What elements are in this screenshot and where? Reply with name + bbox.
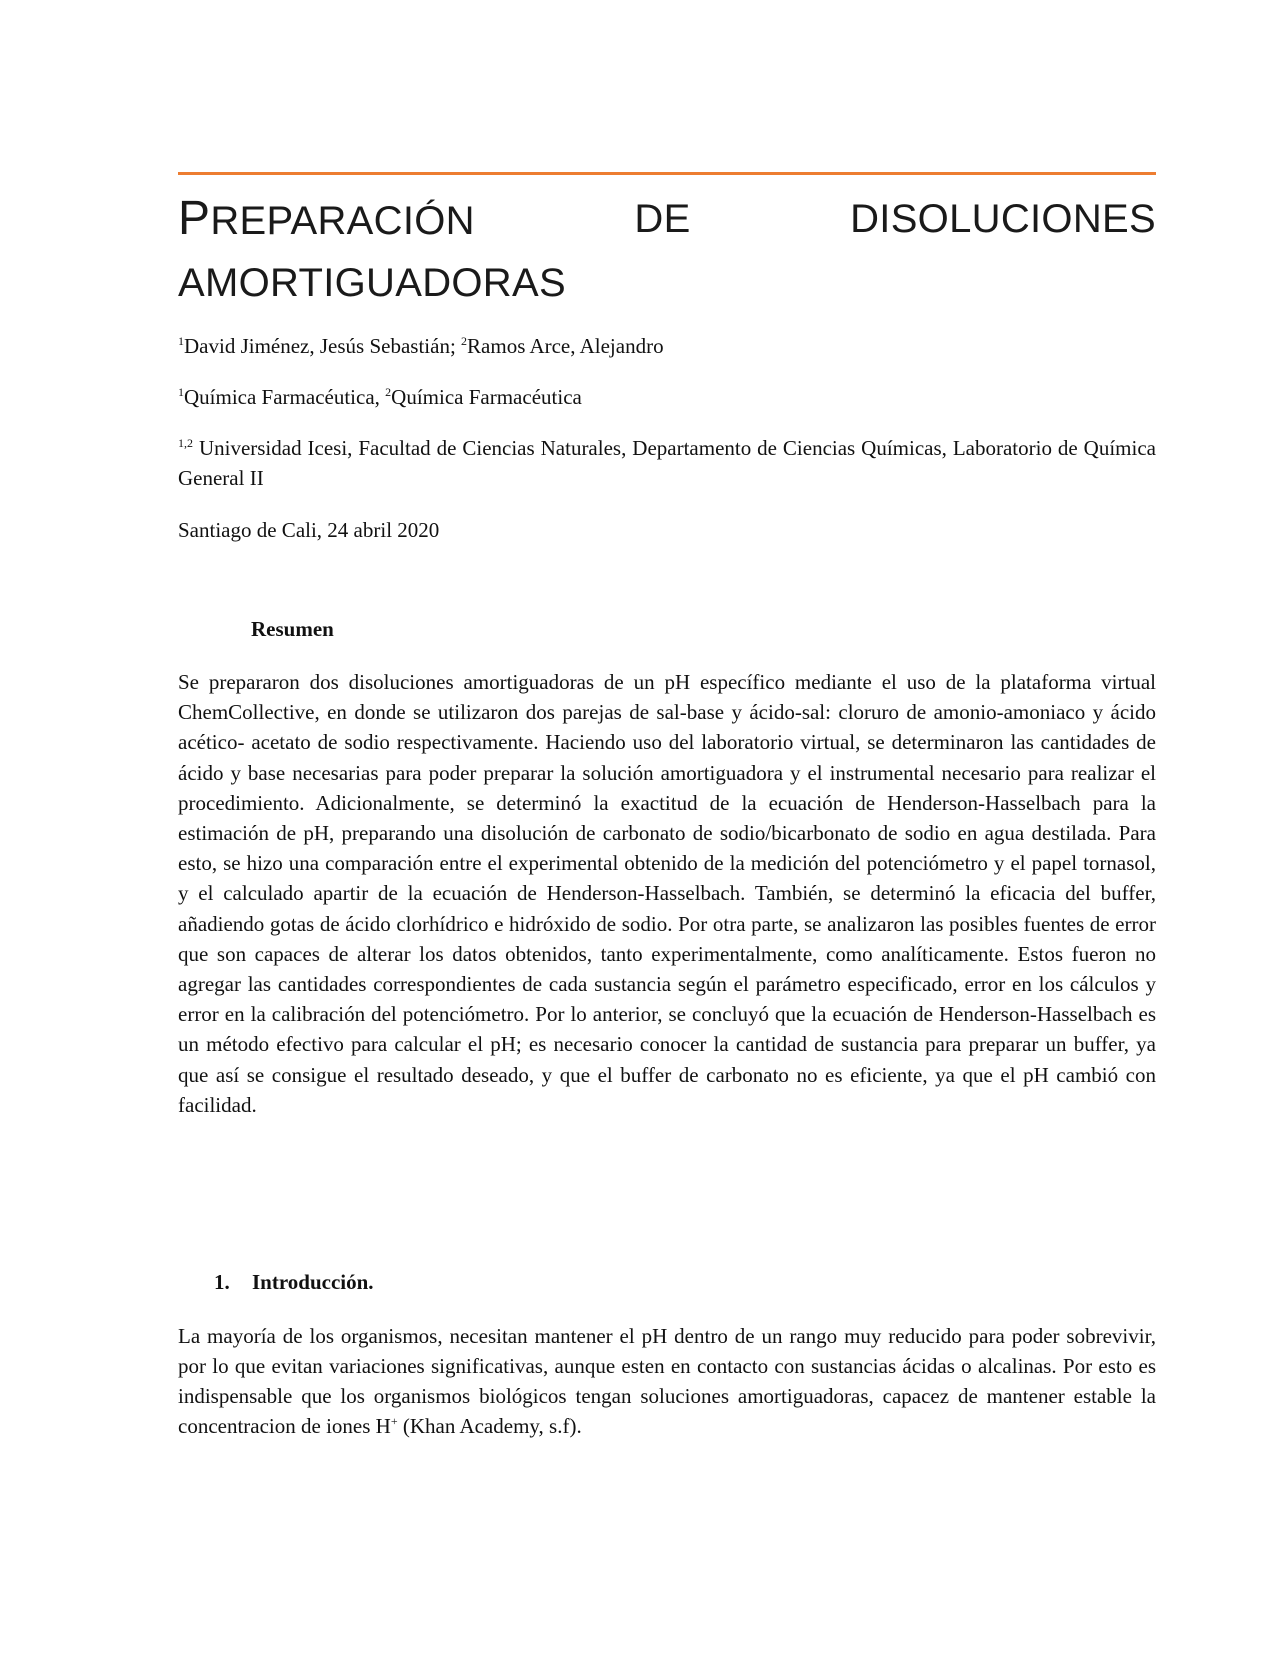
authors-line: $^1$David Jiménez, Jesús Sebastián; $^2$Ramos Arce, Alejandro	[178, 334, 664, 358]
place-date: Santiago de Cali, 24 abril 2020	[178, 518, 440, 542]
section-heading-introduccion	[214, 1270, 374, 1295]
abstract-body: Se prepararon dos disoluciones amortiguadoras de un pH específico mediante el uso de la plataforma virtual ChemCollective, en donde se utilizaron dos parejas de sal-base y ácido-sal: cloruro de amonio-amoniaco y ácido acético- acetato de sodio respectivamente. Haciendo uso del laboratorio virtual, se determinaron las cantidades de ácido y base necesarias para poder preparar la solución amortiguadora y el instrumental necesario para realizar el procedimiento. Adicionalmente, se determinó la exactitud de la ecuación de Henderson-Hasselbach para la estimación de pH, preparando una disolución de carbonato de sodio/bicarbonato de sodio en agua destilada. Para esto, se hizo una comparación entre el experimental obtenido de la medición del potenciómetro y el papel tornasol, y el calculado apartir de la ecuación de Henderson-Hasselbach. También, se determinó la eficacia del buffer, añadiendo gotas de ácido clorhídrico e hidróxido de sodio. Por otra parte, se analizaron las posibles fuentes de error que son capaces de alterar los datos obtenidos, tanto experimentalmente, como analíticamente. Estos fueron no agregar las cantidades correspondientes de cada sustancia según el parámetro especificado, error en los cálculos y error en la calibración del potenciómetro. Por lo anterior, se concluyó que la ecuación de Henderson-Hasselbach es un método efectivo para calcular el pH; es necesario conocer la cantidad de sustancia para preparar un buffer, ya que así se consigue el resultado deseado, y que el buffer de carbonato no es eficiente, ya que el pH cambió con facilidad.	[178, 670, 1156, 1117]
title-word-3: DISOLUCIONES	[850, 197, 1156, 241]
title-line-2: AMORTIGUADORAS	[178, 261, 566, 305]
abstract-heading: Resumen	[251, 617, 334, 641]
title-rule	[178, 172, 1156, 175]
section-number: 1.	[214, 1270, 230, 1294]
page-title	[178, 188, 1156, 314]
programs-line: $^1$Química Farmacéutica, $^2$Química Farmacéutica	[178, 385, 582, 409]
title-word-1: PREPARACIÓN	[178, 192, 475, 245]
section-title: Introducción.	[252, 1270, 374, 1294]
affiliation: $^{1,2}$ Universidad Icesi, Facultad de Ciencias Naturales, Departamento de Ciencias Químicas, Laboratorio de Química General II	[178, 436, 1156, 490]
title-line-1	[178, 188, 1156, 252]
intro-body: La mayoría de los organismos, necesitan mantener el pH dentro de un rango muy reducido para poder sobrevivir, por lo que evitan variaciones significativas, aunque esten en contacto con sustancias ácidas o alcalinas. Por esto es indispensable que los organismos biológicos tengan soluciones amortiguadoras, capacez de mantener estable la concentracion de iones H+ (Khan Academy, s.f).	[178, 1324, 1156, 1438]
title-word-2: DE	[634, 197, 691, 241]
